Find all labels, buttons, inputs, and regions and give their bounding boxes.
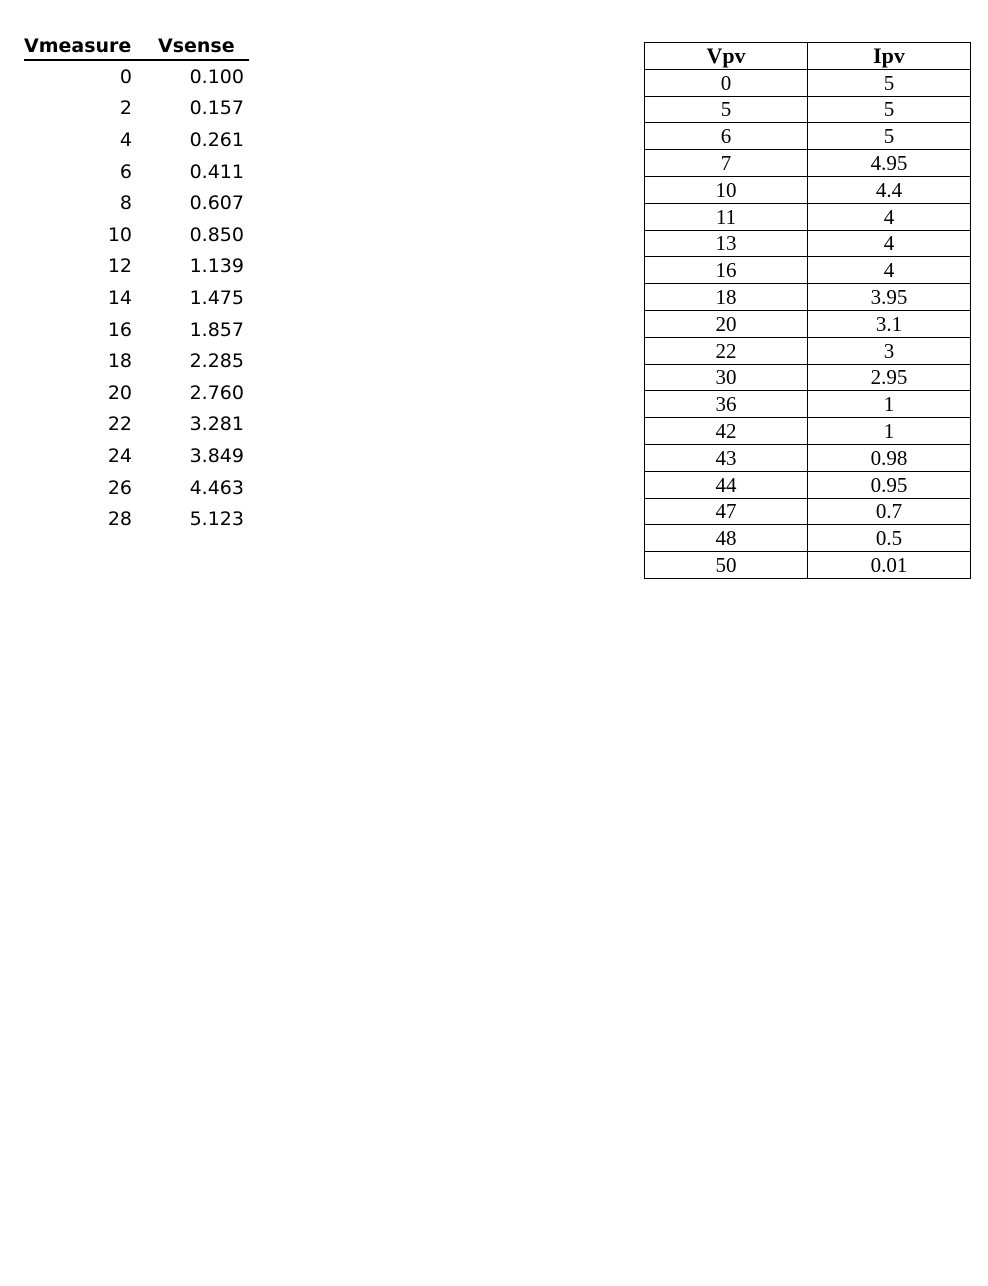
- vpv-cell: 0: [645, 69, 808, 96]
- table-row: [24, 93, 249, 125]
- vpv-cell: 13: [645, 230, 808, 257]
- vmeasure-cell: 2: [119, 97, 132, 120]
- ipv-cell: 4: [808, 203, 971, 230]
- vmeasure-cell: 20: [107, 381, 132, 404]
- table-row: [24, 440, 249, 472]
- vmeasure-cell: 14: [107, 286, 132, 309]
- vpv-cell: 30: [645, 364, 808, 391]
- vmeasure-cell: 0: [119, 65, 132, 88]
- table-row: [645, 337, 971, 364]
- ipv-cell: 0.5: [808, 525, 971, 552]
- ipv-cell: 0.01: [808, 552, 971, 579]
- vsense-cell: 2.760: [189, 381, 244, 404]
- vmeasure-cell: 10: [107, 223, 132, 246]
- vpv-cell: 44: [645, 471, 808, 498]
- table-row: [645, 444, 971, 471]
- table-row: [645, 310, 971, 337]
- ipv-cell: 4.4: [808, 176, 971, 203]
- ipv-table-body: [645, 69, 971, 578]
- vpv-cell: 42: [645, 418, 808, 445]
- vsense-cell: 0.100: [189, 65, 244, 88]
- ipv-cell: 4: [808, 230, 971, 257]
- vsense-cell: 3.281: [189, 413, 244, 436]
- ipv-cell: 5: [808, 69, 971, 96]
- vpv-cell: 10: [645, 176, 808, 203]
- vpv-cell: 48: [645, 525, 808, 552]
- vmeasure-cell: 8: [119, 192, 132, 215]
- table-row: [645, 364, 971, 391]
- vsense-cell: 0.850: [189, 223, 244, 246]
- vpv-cell: 16: [645, 257, 808, 284]
- vsense-cell: 3.849: [189, 444, 244, 467]
- vpv-cell: 47: [645, 498, 808, 525]
- vmeasure-cell: 28: [107, 508, 132, 531]
- table-row: [24, 219, 249, 251]
- ipv-cell: 4: [808, 257, 971, 284]
- table-row: [24, 345, 249, 377]
- ipv-cell: 0.95: [808, 471, 971, 498]
- vpv-cell: 18: [645, 284, 808, 311]
- vsense-cell: 4.463: [189, 476, 244, 499]
- table-row: [24, 314, 249, 346]
- table-row: [24, 124, 249, 156]
- ipv-cell: 5: [808, 96, 971, 123]
- table-row: [645, 552, 971, 579]
- vmeasure-cell: 16: [107, 318, 132, 341]
- header-vmeasure: Vmeasure: [24, 28, 158, 60]
- ipv-cell: 3.95: [808, 284, 971, 311]
- vsense-cell: 0.411: [189, 160, 244, 183]
- table-row: [24, 472, 249, 504]
- table-row: [24, 187, 249, 219]
- ipv-cell: 5: [808, 123, 971, 150]
- vmeasure-vsense-table: [24, 28, 249, 535]
- vpv-ipv-table: [644, 42, 971, 579]
- table-row: [645, 96, 971, 123]
- vpv-cell: 7: [645, 150, 808, 177]
- table-row: [645, 471, 971, 498]
- header-vpv: Vpv: [645, 43, 808, 70]
- vsense-cell: 0.157: [189, 97, 244, 120]
- table-row: [645, 525, 971, 552]
- header-vsense: Vsense: [158, 28, 249, 60]
- ipv-cell: 3.1: [808, 310, 971, 337]
- vpv-cell: 20: [645, 310, 808, 337]
- table-row: [24, 156, 249, 188]
- vmeasure-cell: 24: [107, 444, 132, 467]
- ipv-cell: 1: [808, 418, 971, 445]
- vmeasure-cell: 26: [107, 476, 132, 499]
- table-row: [24, 409, 249, 441]
- vsense-cell: 1.139: [189, 255, 244, 278]
- table-row: [645, 418, 971, 445]
- vmeasure-cell: 6: [119, 160, 132, 183]
- vpv-cell: 6: [645, 123, 808, 150]
- table-row: [645, 257, 971, 284]
- table-row: [24, 503, 249, 535]
- vmeasure-cell: 18: [107, 350, 132, 373]
- vpv-cell: 43: [645, 444, 808, 471]
- table-row: [645, 123, 971, 150]
- ipv-cell: 0.98: [808, 444, 971, 471]
- vsense-cell: 5.123: [189, 508, 244, 531]
- ipv-cell: 0.7: [808, 498, 971, 525]
- vpv-cell: 36: [645, 391, 808, 418]
- table-row: [24, 60, 249, 93]
- ipv-cell: 4.95: [808, 150, 971, 177]
- table-row: [645, 498, 971, 525]
- table-header-row: [24, 28, 249, 60]
- vpv-cell: 11: [645, 203, 808, 230]
- table-row: [24, 251, 249, 283]
- vmeasure-cell: 12: [107, 255, 132, 278]
- vsense-cell: 1.475: [189, 286, 244, 309]
- ipv-cell: 3: [808, 337, 971, 364]
- table-row: [645, 230, 971, 257]
- table-row: [24, 377, 249, 409]
- table-row: [645, 391, 971, 418]
- vpv-cell: 50: [645, 552, 808, 579]
- table-row: [645, 284, 971, 311]
- table-header-row: [645, 43, 971, 70]
- table-row: [645, 69, 971, 96]
- table-row: [24, 282, 249, 314]
- vpv-cell: 22: [645, 337, 808, 364]
- ipv-cell: 1: [808, 391, 971, 418]
- table-row: [645, 150, 971, 177]
- ipv-cell: 2.95: [808, 364, 971, 391]
- vmeasure-cell: 22: [107, 413, 132, 436]
- vsense-table-body: [24, 60, 249, 535]
- header-ipv: Ipv: [808, 43, 971, 70]
- vsense-cell: 2.285: [189, 350, 244, 373]
- vsense-cell: 0.261: [189, 128, 244, 151]
- vsense-cell: 0.607: [189, 192, 244, 215]
- table-row: [645, 176, 971, 203]
- table-row: [645, 203, 971, 230]
- vpv-cell: 5: [645, 96, 808, 123]
- vsense-cell: 1.857: [189, 318, 244, 341]
- vmeasure-cell: 4: [119, 128, 132, 151]
